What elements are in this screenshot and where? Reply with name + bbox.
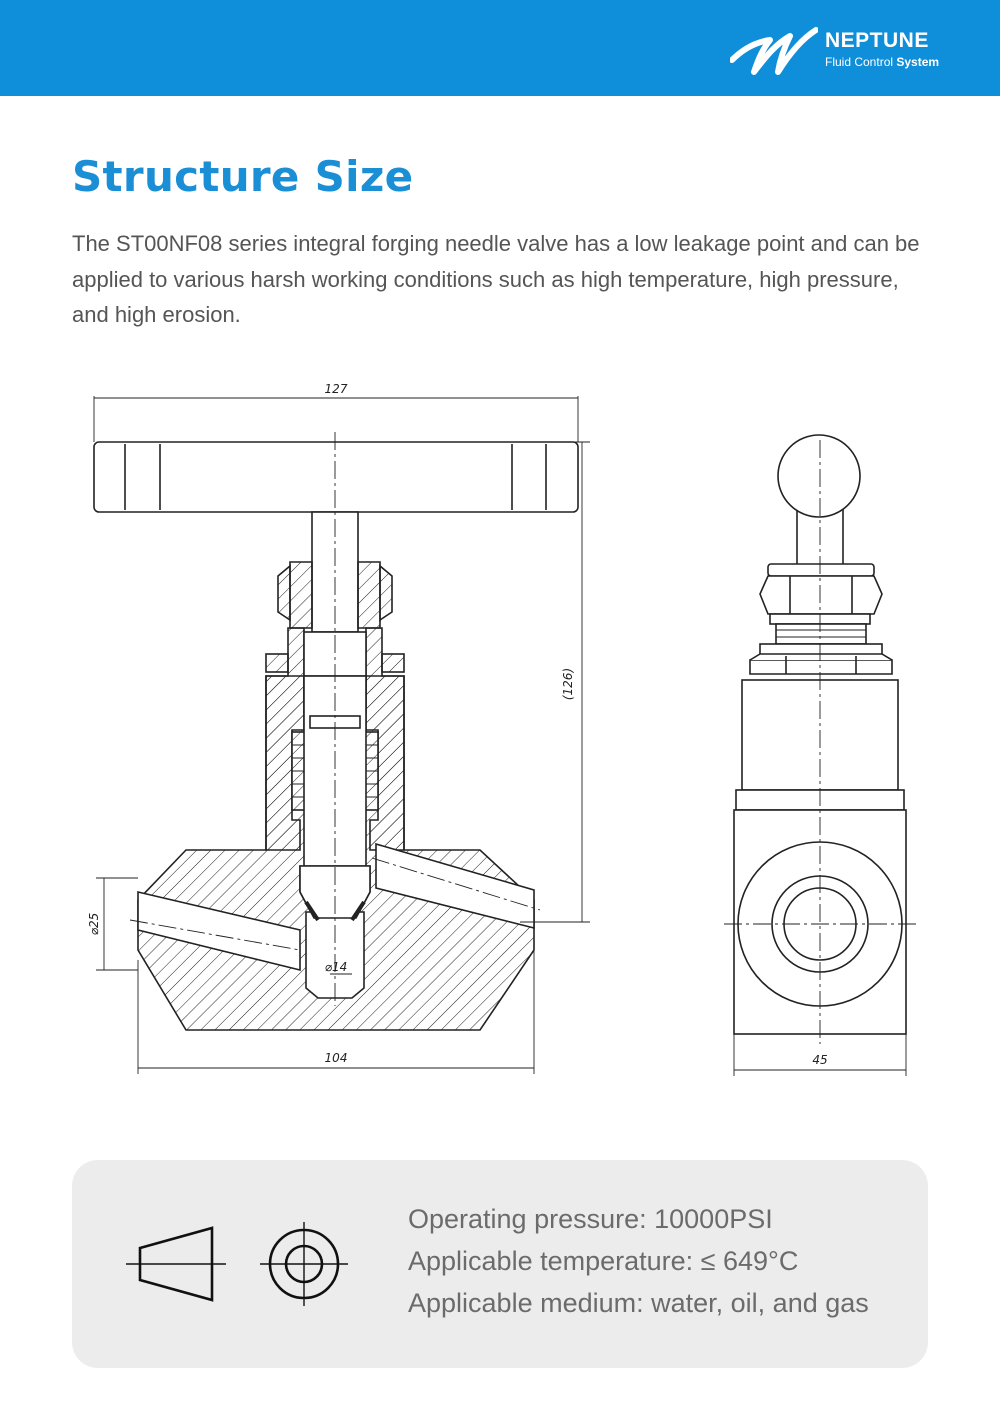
brand-tagline-bold: System <box>896 55 940 69</box>
dim-body-width: 45 <box>812 1053 828 1067</box>
spec-medium: Applicable medium: water, oil, and gas <box>408 1288 869 1318</box>
brand-logo[interactable] <box>730 22 970 80</box>
first-angle-projection-icon <box>122 1220 362 1306</box>
intro-paragraph: The ST00NF08 series integral forging needle valve has a low leakage point and can be applied to various harsh working conditions such as high temperature, high pressure, and high erosion. <box>72 231 920 327</box>
brand-name: NEPTUNE <box>825 29 929 52</box>
hex-packing-nut <box>760 576 882 614</box>
valve-technical-drawing <box>0 360 1000 1090</box>
t-handle-bar <box>94 442 578 512</box>
dim-height: (126) <box>561 667 575 701</box>
specs-panel <box>72 1160 928 1368</box>
page-title: Structure Size <box>72 152 414 201</box>
brand-tagline <box>825 55 939 69</box>
neptune-logo-icon <box>730 26 818 76</box>
spec-operating-pressure: Operating pressure: 10000PSI <box>408 1204 773 1234</box>
dim-body-length: 104 <box>324 1051 348 1065</box>
handle-end-ball <box>778 435 860 517</box>
dim-orifice: ⌀14 <box>324 960 348 974</box>
dim-port-diameter: ⌀25 <box>87 912 101 936</box>
hex-bonnet-nut <box>750 660 892 674</box>
brand-tagline-regular: Fluid Control <box>825 55 897 69</box>
spec-list <box>408 1198 869 1324</box>
spec-temperature: Applicable temperature: ≤ 649°C <box>408 1246 799 1276</box>
dim-overall-width: 127 <box>324 382 348 396</box>
header-bar <box>0 0 1000 96</box>
